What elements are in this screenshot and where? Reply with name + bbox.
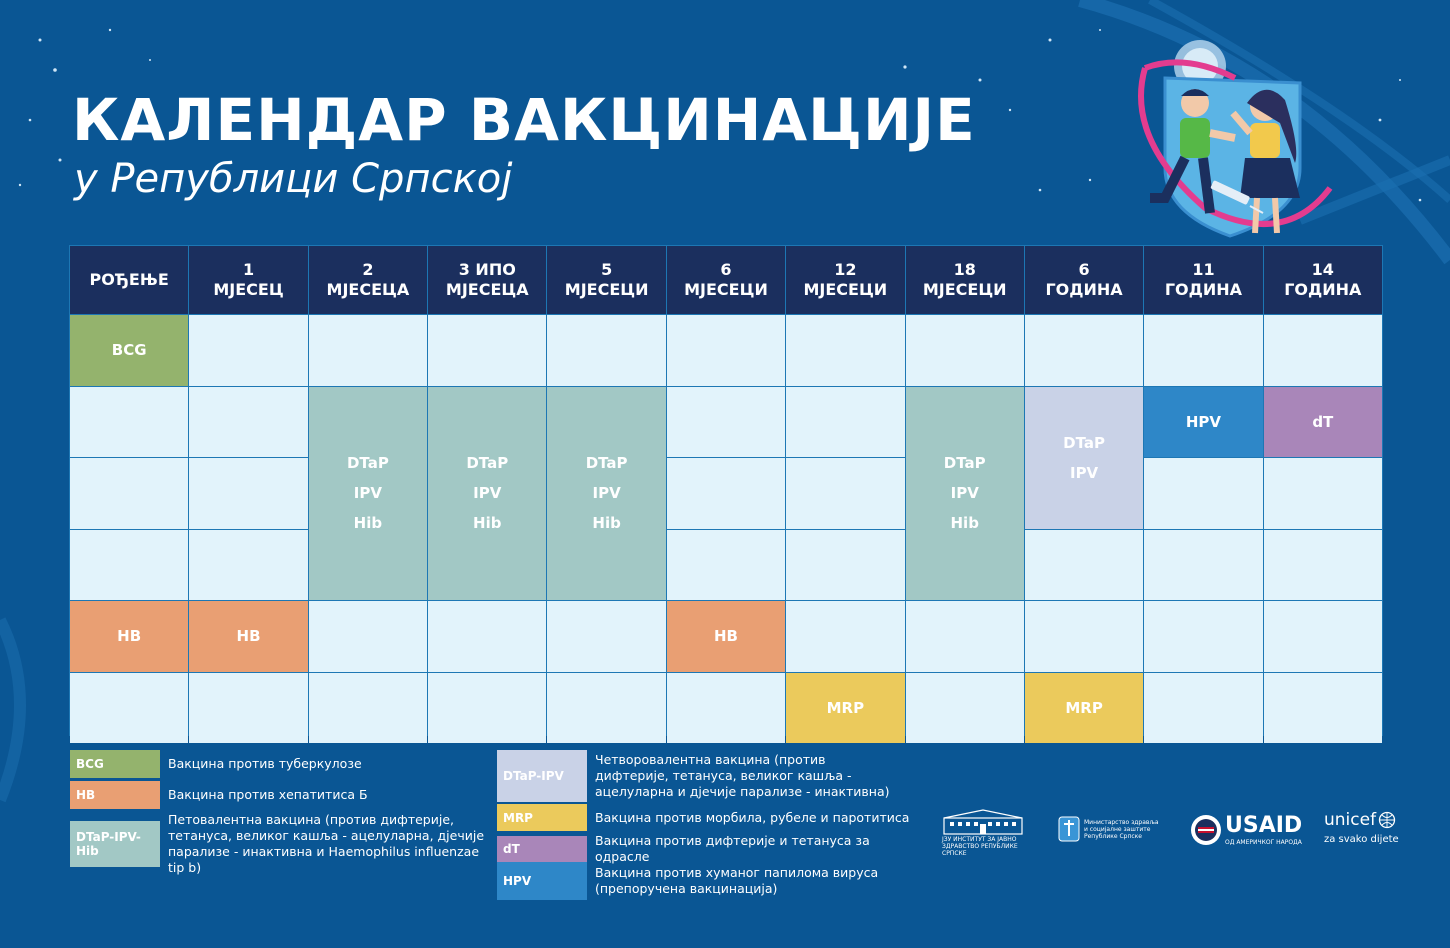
cell-dt-14-years: dT — [1264, 387, 1382, 458]
table-cell — [786, 458, 904, 529]
legend-text-hpv: Вакцина против хуманог папилома вируса (препоручена вакцинација) — [595, 865, 879, 896]
children-vaccine-illustration — [1125, 38, 1355, 238]
table-cell — [547, 673, 665, 744]
legend-dtap-ipv — [497, 750, 895, 802]
cell-dtap-ipv-hib-3-5-months: DTaP IPV Hib — [428, 387, 546, 601]
cell-mrp-12-months: MRP — [786, 673, 904, 744]
cell-hb-birth: HB — [70, 601, 188, 672]
table-cell — [667, 458, 785, 529]
table-cell — [547, 601, 665, 672]
table-cell — [786, 387, 904, 458]
table-cell — [786, 315, 904, 386]
table-cell — [1025, 601, 1143, 672]
institute-logo: ЈЗУ ИНСТИТУТ ЗА ЈАВНО ЗДРАВСТВО РЕПУБЛИКЕ СРПСКЕ — [942, 808, 1032, 857]
header-11-years: 11 ГОДИНА — [1144, 246, 1262, 314]
cell-hb-1-month: HB — [189, 601, 307, 672]
unicef-globe-icon — [1378, 811, 1396, 829]
table-cell — [1264, 673, 1382, 744]
table-cell — [309, 315, 427, 386]
table-cell — [189, 458, 307, 529]
table-cell — [1144, 601, 1262, 672]
header-2-months: 2 МЈЕСЕЦА — [309, 246, 427, 314]
legend-swatch-dtap-ipv-hib: DTaP-IPV-Hib — [70, 821, 160, 867]
table-cell — [906, 601, 1024, 672]
table-cell — [70, 530, 188, 601]
table-cell — [189, 530, 307, 601]
table-cell — [667, 673, 785, 744]
unicef-tagline: za svako dijete — [1324, 834, 1399, 845]
cell-mrp-6-years: MRP — [1025, 673, 1143, 744]
legend-swatch-bcg: BCG — [70, 750, 160, 778]
legend-text-dtap-ipv: Четворовалентна вакцина (против дифтерије, тетануса, великог кашља - ацелуларна и дјечије парализе - инактивна) — [595, 752, 890, 799]
table-cell — [428, 673, 546, 744]
legend-swatch-mrp: MRP — [497, 804, 587, 831]
table-cell — [70, 387, 188, 458]
table-cell — [189, 387, 307, 458]
table-cell — [1264, 458, 1382, 529]
page-title: КАЛЕНДАР ВАКЦИНАЦИЈЕ — [72, 86, 976, 154]
table-cell — [906, 673, 1024, 744]
cell-dtap-ipv-hib-2-months: DTaP IPV Hib — [309, 387, 427, 601]
table-cell — [309, 601, 427, 672]
header-birth: РОЂЕЊЕ — [70, 246, 188, 314]
table-cell — [1264, 530, 1382, 601]
table-cell — [786, 601, 904, 672]
header-6-years: 6 ГОДИНА — [1025, 246, 1143, 314]
table-cell — [1144, 315, 1262, 386]
legend-text-bcg: Вакцина против туберкулозе — [168, 756, 362, 771]
page-subtitle: у Републици Српској — [74, 156, 513, 202]
table-cell — [1144, 673, 1262, 744]
vaccination-schedule-table — [69, 245, 1383, 736]
table-cell — [1144, 458, 1262, 529]
legend-text-hb: Вакцина против хепатитиса Б — [168, 787, 368, 802]
legend-dt — [497, 833, 915, 865]
table-cell — [786, 530, 904, 601]
table-cell — [189, 673, 307, 744]
table-cell — [1025, 530, 1143, 601]
usaid-seal-icon — [1190, 814, 1222, 846]
cell-bcg-birth: BCG — [70, 315, 188, 386]
cell-hpv-11-years: HPV — [1144, 387, 1262, 458]
cell-dtap-ipv-hib-18-months: DTaP IPV Hib — [906, 387, 1024, 601]
legend-dtap-ipv-hib — [70, 812, 493, 876]
legend-swatch-dtap-ipv: DTaP-IPV — [497, 750, 587, 802]
header-18-months: 18 МЈЕСЕЦИ — [906, 246, 1024, 314]
table-cell — [1264, 601, 1382, 672]
table-cell — [1264, 315, 1382, 386]
table-cell — [70, 673, 188, 744]
usaid-wordmark: USAID — [1225, 812, 1303, 838]
legend-mrp — [497, 804, 915, 831]
usaid-logo — [1190, 814, 1302, 846]
table-cell — [309, 673, 427, 744]
legend-swatch-hb: HB — [70, 781, 160, 809]
header-3-5-months: 3 ИПО МЈЕСЕЦА — [428, 246, 546, 314]
legend-bcg — [70, 750, 488, 778]
table-cell — [428, 601, 546, 672]
table-cell — [667, 387, 785, 458]
legend-hpv — [497, 862, 885, 900]
ministry-logo: Министарство здравља и социјалне заштите Републике Српске — [1058, 816, 1164, 842]
unicef-wordmark: unicef — [1324, 810, 1377, 830]
legend-text-dtap-ipv-hib: Петовалентна вакцина (против дифтерије, тетануса, великог кашља - ацелуларна, дјечије парализе - инактивна и Haemophilus influenzae tip b) — [168, 812, 485, 875]
ministry-emblem-icon — [1058, 816, 1080, 842]
table-cell — [667, 315, 785, 386]
cell-dtap-ipv-hib-5-months: DTaP IPV Hib — [547, 387, 665, 601]
table-cell — [428, 315, 546, 386]
legend-text-mrp: Вакцина против морбила, рубеле и паротитиса — [595, 809, 910, 825]
institute-building-icon — [942, 808, 1024, 836]
table-cell — [547, 315, 665, 386]
table-cell — [667, 530, 785, 601]
usaid-tagline: ОД АМЕРИЧКОГ НАРОДА — [1225, 838, 1302, 846]
legend-text-dt: Вакцина против дифтерије и тетануса за одрасле — [595, 833, 870, 864]
legend-hb — [70, 781, 488, 809]
cell-hb-6-months: HB — [667, 601, 785, 672]
header-1-month: 1 МЈЕСЕЦ — [189, 246, 307, 314]
table-cell — [1144, 530, 1262, 601]
unicef-logo — [1324, 810, 1399, 845]
legend-swatch-dt: dT — [497, 836, 587, 863]
cell-dtap-ipv-6-years: DTaP IPV — [1025, 387, 1143, 529]
table-cell — [1025, 315, 1143, 386]
table-cell — [906, 315, 1024, 386]
legend-swatch-hpv: HPV — [497, 862, 587, 900]
table-cell — [189, 315, 307, 386]
header-14-years: 14 ГОДИНА — [1264, 246, 1382, 314]
header-5-months: 5 МЈЕСЕЦИ — [547, 246, 665, 314]
header-12-months: 12 МЈЕСЕЦИ — [786, 246, 904, 314]
header-6-months: 6 МЈЕСЕЦИ — [667, 246, 785, 314]
table-cell — [70, 458, 188, 529]
